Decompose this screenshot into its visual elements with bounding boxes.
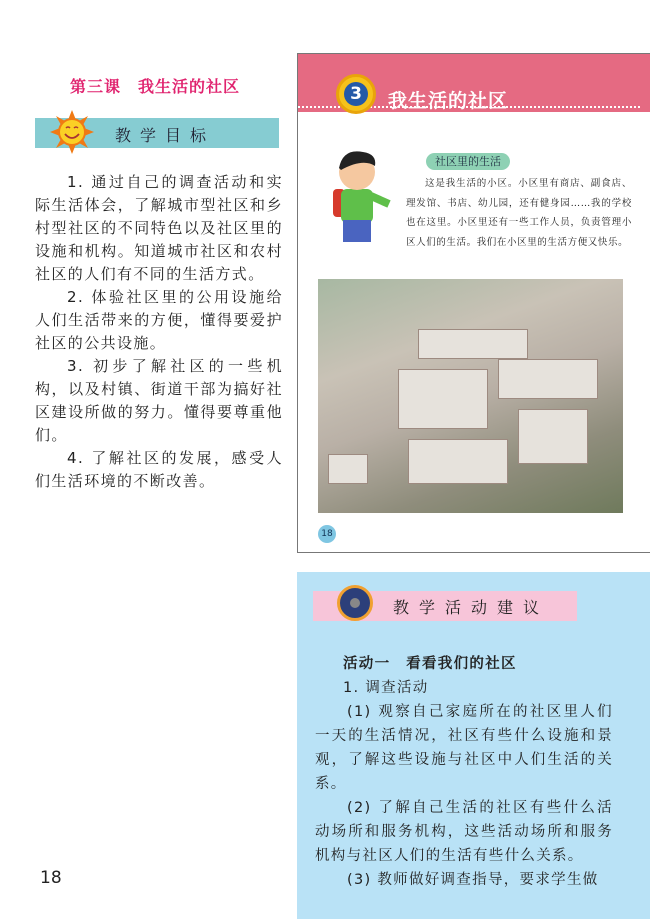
activity-subtitle: 1. 调查活动 [343,680,429,696]
activity-item: (1) 观察自己家庭所在的社区里人们一天的生活情况，社区有些什么设施和景观，了解这些设施与社区中人们生活的关系。 [315,704,613,792]
page-number: 18 [40,868,62,888]
inset-title: 我生活的社区 [388,90,509,112]
goal-item: 2. 体验社区里的公用设施给人们生活带来的方便，懂得要爱护社区的公共设施。 [35,288,283,352]
activity-suggestions [297,572,650,919]
goals-heading: 教学目标 [115,126,216,145]
community-photo [318,279,623,513]
activity-title: 活动一 看看我们的社区 [343,656,517,672]
teaching-goals [35,171,283,493]
goal-item: 3. 初步了解社区的一些机构，以及村镇、街道干部为搞好社区建设所做的努力。懂得要尊重他们。 [35,357,283,444]
section-label: 社区里的生活 [426,153,510,170]
textbook-page-inset [297,53,650,553]
activity-item: (3) 教师做好调查指导，要求学生做 [347,872,599,888]
activity-heading: 教学活动建议 [393,598,550,617]
boy-illustration [323,144,393,244]
activity-item: (2) 了解自己生活的社区有些什么活动场所和服务机构，这些活动场所和服务机构与社区人们的生活有些什么关系。 [315,800,613,864]
story-text: 这是我生活的小区。小区里有商店、副食店、理发馆、书店、幼儿园，还有健身园……我的学校也在这里。小区里还有一些工作人员，负责管理小区人们的生活。我们在小区里的生活方便又快乐。 [406,178,632,248]
goal-item: 1. 通过自己的调查活动和实际生活体会，了解城市型社区和乡村型社区的不同特色以及社区里的设施和机构。知道城市社区和农村社区的人们有不同的生活方式。 [35,173,283,283]
activity-text [315,652,613,892]
lesson-title: 第三课 我生活的社区 [70,77,241,96]
compass-icon [337,585,373,621]
lesson-number-badge: 3 [336,74,376,114]
goal-item: 4. 了解社区的发展，感受人们生活环境的不断改善。 [35,449,283,490]
page-badge: 18 [318,525,336,543]
sun-icon [50,110,94,154]
